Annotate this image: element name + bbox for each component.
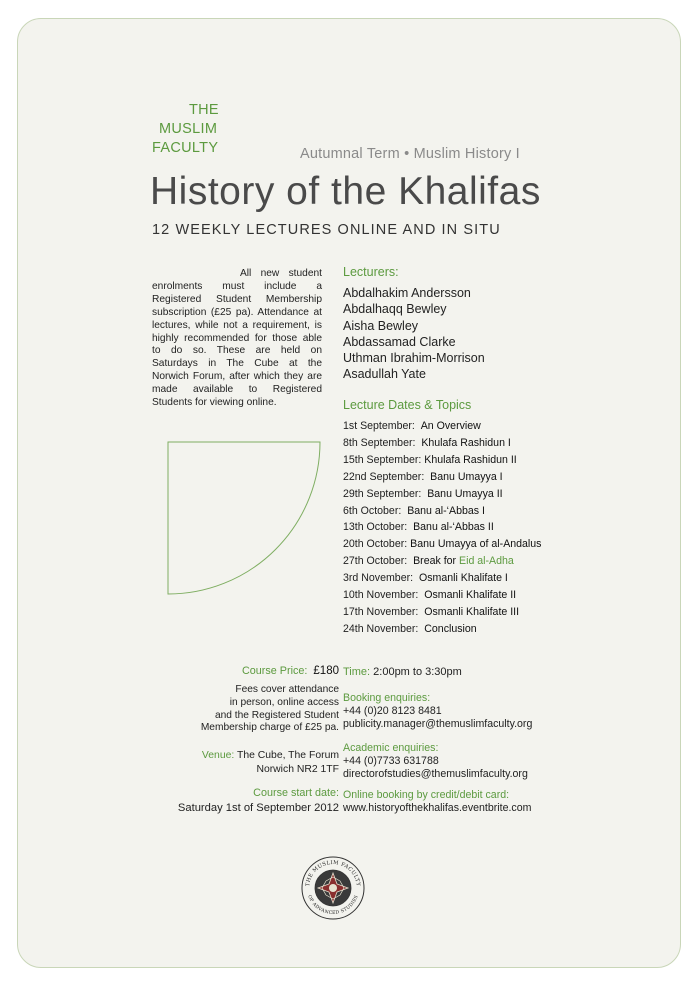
topic-date: 20th October: <box>343 538 408 551</box>
topic-date: 13th October: <box>343 521 408 534</box>
lecturer-name: Abdassamad Clarke <box>343 334 456 349</box>
topic-row <box>343 519 541 536</box>
seal-ring-top: THE MUSLIM FACULTY <box>305 859 361 887</box>
topic-row <box>343 570 541 587</box>
start-date-label: Course start date: <box>253 787 339 799</box>
faculty-seal-logo <box>300 855 366 921</box>
logo-line-1: THE <box>189 102 219 118</box>
topic-title: Banu Umayya I <box>430 470 503 483</box>
topic-title: Osmanli Khalifate III <box>424 605 520 618</box>
venue-line-1: The Cube, The Forum <box>236 750 339 761</box>
topic-row <box>343 486 541 503</box>
term-label: Autumnal Term • Muslim History I <box>300 146 520 162</box>
topic-date: 8th September: <box>343 436 416 449</box>
topic-title: Osmanli Khalifate II <box>424 589 517 602</box>
topic-date: 27th October: <box>343 555 408 568</box>
topic-title: Osmanli Khalifate I <box>418 572 508 585</box>
topics-list <box>343 418 541 638</box>
academic-phone: +44 (0)7733 631788 <box>343 755 439 768</box>
topic-row <box>343 469 541 486</box>
topic-date: 3rd November: <box>343 572 414 585</box>
lecturer-name: Abdalhakim Andersson <box>343 286 471 300</box>
topic-title: Banu Umayya II <box>427 487 503 500</box>
topic-title: Khulafa Rashidun II <box>424 453 517 466</box>
topic-highlight: Eid al-Adha <box>459 555 514 568</box>
intro-paragraph <box>152 268 322 410</box>
lecturers-heading: Lecturers: <box>343 265 399 279</box>
fees-line: in person, online access <box>229 696 339 708</box>
price-label: Course Price: <box>242 665 308 677</box>
time-label: Time: <box>343 666 371 678</box>
topic-row <box>343 553 541 570</box>
seal-ring-bottom: OF ADVANCED STUDIES <box>306 894 360 917</box>
intro-text: All new student enrolments must include a Registered Student Membership subscription (£25 pa). Attendance at lectures, while not a requirement, is highly recommended for those able to do so. These are held on Saturdays in The Cube at the Norwich Forum, after which they are made available to Registered Students for viewing online. <box>152 268 322 409</box>
topics-heading: Lecture Dates & Topics <box>343 398 472 412</box>
online-booking <box>343 789 531 815</box>
academic-email[interactable]: directorofstudies@themuslimfaculty.org <box>343 768 528 781</box>
topic-date: 1st September: <box>343 420 415 432</box>
topic-date: 15th September: <box>343 453 422 466</box>
lecturer-name: Uthman Ibrahim-Morrison <box>343 351 485 366</box>
booking-label: Booking enquiries: <box>343 692 431 704</box>
fees-line: Membership charge of £25 pa. <box>200 722 339 734</box>
topic-title: Break for <box>413 555 460 568</box>
decorative-quarter-circle <box>165 440 325 600</box>
topic-title: Banu Umayya of al-Andalus <box>410 538 542 551</box>
topic-row <box>343 503 541 520</box>
subtitle: 12 WEEKLY LECTURES ONLINE AND IN SITU <box>152 222 501 238</box>
price-value: £180 <box>313 665 339 677</box>
fees-note <box>159 684 339 735</box>
academic-label: Academic enquiries: <box>343 742 439 754</box>
topic-date: 6th October: <box>343 504 402 517</box>
topic-title: Conclusion <box>424 622 477 635</box>
logo-line-2: MUSLIM <box>159 121 218 137</box>
topic-date: 10th November: <box>343 589 419 602</box>
booking-email[interactable]: publicity.manager@themuslimfaculty.org <box>343 718 533 731</box>
academic-enquiries <box>343 742 528 782</box>
topic-title: An Overview <box>420 420 481 432</box>
faculty-logo <box>152 101 219 158</box>
topic-row <box>343 418 541 435</box>
time-value: 2:00pm to 3:30pm <box>373 666 462 678</box>
venue-line-2: Norwich NR2 1TF <box>256 764 339 775</box>
booking-phone: +44 (0)20 8123 8481 <box>343 705 442 718</box>
online-label: Online booking by credit/debit card: <box>343 789 510 801</box>
topic-row <box>343 435 541 452</box>
logo-line-3: FACULTY <box>152 140 219 156</box>
online-url[interactable]: www.historyofthekhalifas.eventbrite.com <box>343 802 532 815</box>
page-title: History of the Khalifas <box>150 170 541 213</box>
lecturer-name: Aisha Bewley <box>343 318 419 333</box>
lecturer-name: Abdalhaqq Bewley <box>343 302 447 317</box>
lecturer-name: Asadullah Yate <box>343 367 426 382</box>
lecturers-list <box>343 285 485 383</box>
course-price <box>242 665 339 677</box>
start-date-value: Saturday 1st of September 2012 <box>177 802 339 814</box>
topic-row <box>343 621 541 638</box>
booking-enquiries <box>343 692 532 732</box>
topic-row <box>343 604 541 621</box>
fees-line: and the Registered Student <box>214 709 339 721</box>
topic-date: 24th November: <box>343 622 419 635</box>
topic-title: Banu al-‘Abbas II <box>413 521 494 534</box>
topic-title: Banu al-‘Abbas I <box>407 504 485 517</box>
topic-row <box>343 452 541 469</box>
topic-date: 29th September: <box>343 487 422 500</box>
venue-line <box>202 749 339 763</box>
venue-block <box>202 749 339 777</box>
topic-date: 17th November: <box>343 605 419 618</box>
fees-line: Fees cover attendance <box>235 684 339 695</box>
topic-row <box>343 536 541 553</box>
venue-label: Venue: <box>201 750 235 761</box>
time-block <box>343 666 462 678</box>
topic-title: Khulafa Rashidun I <box>421 436 511 449</box>
topic-date: 22nd September: <box>343 470 425 483</box>
topic-row <box>343 587 541 604</box>
